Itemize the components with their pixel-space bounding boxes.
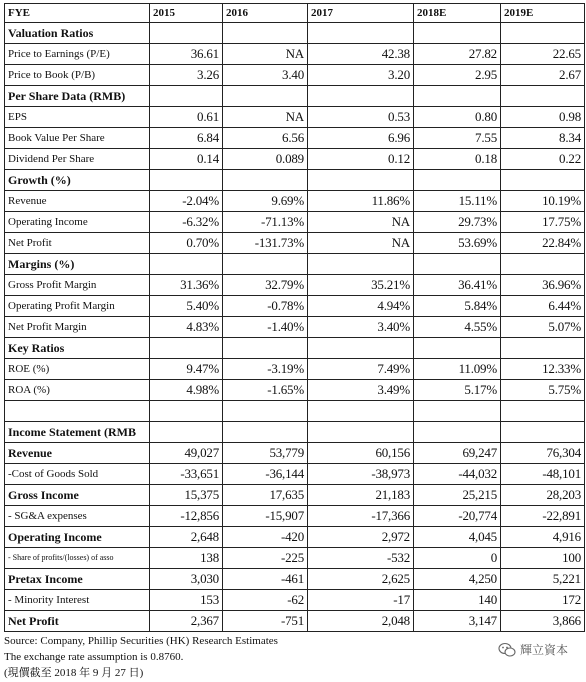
empty-cell bbox=[308, 338, 414, 359]
value-cell: 17,635 bbox=[223, 485, 308, 506]
value-cell: 6.84 bbox=[150, 128, 223, 149]
value-cell: 36.41% bbox=[414, 275, 501, 296]
table-row bbox=[5, 527, 585, 548]
value-cell: 172 bbox=[501, 590, 585, 611]
row-label: -Cost of Goods Sold bbox=[5, 464, 150, 485]
value-cell: 5.84% bbox=[414, 296, 501, 317]
table-row bbox=[5, 590, 585, 611]
value-cell: 22.65 bbox=[501, 44, 585, 65]
empty-cell bbox=[150, 254, 223, 275]
table-row bbox=[5, 296, 585, 317]
value-cell: 10.19% bbox=[501, 191, 585, 212]
empty-cell bbox=[308, 170, 414, 191]
value-cell: 2,625 bbox=[308, 569, 414, 590]
table-row bbox=[5, 44, 585, 65]
value-cell: 36.96% bbox=[501, 275, 585, 296]
value-cell: 3.20 bbox=[308, 65, 414, 86]
empty-cell bbox=[414, 422, 501, 443]
empty-cell bbox=[414, 254, 501, 275]
value-cell: 53,779 bbox=[223, 443, 308, 464]
value-cell: 138 bbox=[150, 548, 223, 569]
section-label: Income Statement (RMB bbox=[5, 422, 150, 443]
empty-cell bbox=[223, 422, 308, 443]
section-row bbox=[5, 23, 585, 44]
row-label: - Minority Interest bbox=[5, 590, 150, 611]
value-cell: 3,147 bbox=[414, 611, 501, 632]
exchange-rate-note: The exchange rate assumption is 0.8760. bbox=[4, 651, 184, 663]
table-row bbox=[5, 359, 585, 380]
row-label: ROA (%) bbox=[5, 380, 150, 401]
empty-cell bbox=[414, 23, 501, 44]
value-cell: -20,774 bbox=[414, 506, 501, 527]
value-cell: 0.53 bbox=[308, 107, 414, 128]
table-row bbox=[5, 107, 585, 128]
table-row bbox=[5, 443, 585, 464]
value-cell: 49,027 bbox=[150, 443, 223, 464]
value-cell: -71.13% bbox=[223, 212, 308, 233]
value-cell: -12,856 bbox=[150, 506, 223, 527]
empty-cell bbox=[414, 170, 501, 191]
value-cell: 3.26 bbox=[150, 65, 223, 86]
value-cell: -22,891 bbox=[501, 506, 585, 527]
table-row bbox=[5, 233, 585, 254]
table-row bbox=[5, 569, 585, 590]
value-cell: -420 bbox=[223, 527, 308, 548]
table-row bbox=[5, 548, 585, 569]
table-row bbox=[5, 464, 585, 485]
empty-cell bbox=[414, 86, 501, 107]
value-cell: 4,045 bbox=[414, 527, 501, 548]
section-label: Per Share Data (RMB) bbox=[5, 86, 150, 107]
value-cell: -2.04% bbox=[150, 191, 223, 212]
watermark bbox=[498, 641, 568, 658]
value-cell: 7.55 bbox=[414, 128, 501, 149]
section-row bbox=[5, 422, 585, 443]
value-cell: -225 bbox=[223, 548, 308, 569]
value-cell: 31.36% bbox=[150, 275, 223, 296]
value-cell: 22.84% bbox=[501, 233, 585, 254]
row-label: EPS bbox=[5, 107, 150, 128]
value-cell: 3,030 bbox=[150, 569, 223, 590]
value-cell: -532 bbox=[308, 548, 414, 569]
row-label: Revenue bbox=[5, 191, 150, 212]
watermark-text: 輝立資本 bbox=[519, 643, 568, 657]
empty-cell bbox=[414, 401, 501, 422]
value-cell: 0.089 bbox=[223, 149, 308, 170]
section-label: Margins (%) bbox=[5, 254, 150, 275]
value-cell: -3.19% bbox=[223, 359, 308, 380]
value-cell: 5,221 bbox=[501, 569, 585, 590]
value-cell: -15,907 bbox=[223, 506, 308, 527]
table-header-row bbox=[5, 4, 585, 23]
value-cell: 2.67 bbox=[501, 65, 585, 86]
value-cell: 4.98% bbox=[150, 380, 223, 401]
value-cell: NA bbox=[223, 44, 308, 65]
empty-cell bbox=[501, 422, 585, 443]
table-row bbox=[5, 65, 585, 86]
value-cell: 3.40% bbox=[308, 317, 414, 338]
value-cell: 3,866 bbox=[501, 611, 585, 632]
value-cell: 21,183 bbox=[308, 485, 414, 506]
row-label: - Share of profits/(losses) of asso bbox=[5, 548, 150, 569]
row-label: Operating Income bbox=[5, 212, 150, 233]
header-cell: FYE bbox=[5, 4, 150, 23]
section-row bbox=[5, 338, 585, 359]
row-label: Operating Income bbox=[5, 527, 150, 548]
value-cell: 35.21% bbox=[308, 275, 414, 296]
section-label: Valuation Ratios bbox=[5, 23, 150, 44]
value-cell: -131.73% bbox=[223, 233, 308, 254]
row-label: Price to Earnings (P/E) bbox=[5, 44, 150, 65]
empty-cell bbox=[223, 338, 308, 359]
table-row bbox=[5, 212, 585, 233]
value-cell: 4,916 bbox=[501, 527, 585, 548]
empty-cell bbox=[223, 86, 308, 107]
value-cell: NA bbox=[308, 233, 414, 254]
value-cell: -48,101 bbox=[501, 464, 585, 485]
empty-cell bbox=[150, 401, 223, 422]
section-label: Key Ratios bbox=[5, 338, 150, 359]
value-cell: -33,651 bbox=[150, 464, 223, 485]
empty-cell bbox=[308, 422, 414, 443]
empty-cell bbox=[150, 170, 223, 191]
row-label: - SG&A expenses bbox=[5, 506, 150, 527]
header-cell: 2018E bbox=[414, 4, 501, 23]
value-cell: 2.95 bbox=[414, 65, 501, 86]
table-row bbox=[5, 506, 585, 527]
value-cell: 28,203 bbox=[501, 485, 585, 506]
blank-row bbox=[5, 401, 585, 422]
value-cell: 5.75% bbox=[501, 380, 585, 401]
row-label: Gross Profit Margin bbox=[5, 275, 150, 296]
value-cell: -44,032 bbox=[414, 464, 501, 485]
section-row bbox=[5, 170, 585, 191]
row-label: Price to Book (P/B) bbox=[5, 65, 150, 86]
value-cell: 11.86% bbox=[308, 191, 414, 212]
empty-cell bbox=[501, 170, 585, 191]
value-cell: 0.70% bbox=[150, 233, 223, 254]
value-cell: 29.73% bbox=[414, 212, 501, 233]
section-row bbox=[5, 254, 585, 275]
value-cell: 36.61 bbox=[150, 44, 223, 65]
table-row bbox=[5, 380, 585, 401]
row-label: Operating Profit Margin bbox=[5, 296, 150, 317]
value-cell: 60,156 bbox=[308, 443, 414, 464]
value-cell: 0.14 bbox=[150, 149, 223, 170]
table-row bbox=[5, 611, 585, 632]
value-cell: -62 bbox=[223, 590, 308, 611]
value-cell: -1.40% bbox=[223, 317, 308, 338]
value-cell: 2,048 bbox=[308, 611, 414, 632]
header-cell: 2016 bbox=[223, 4, 308, 23]
section-label: Growth (%) bbox=[5, 170, 150, 191]
value-cell: 2,367 bbox=[150, 611, 223, 632]
notes bbox=[4, 633, 278, 681]
value-cell: 0.80 bbox=[414, 107, 501, 128]
wechat-icon bbox=[498, 642, 516, 658]
value-cell: 42.38 bbox=[308, 44, 414, 65]
value-cell: 32.79% bbox=[223, 275, 308, 296]
value-cell: -17 bbox=[308, 590, 414, 611]
value-cell: 153 bbox=[150, 590, 223, 611]
table-row bbox=[5, 149, 585, 170]
empty-cell bbox=[501, 338, 585, 359]
value-cell: 8.34 bbox=[501, 128, 585, 149]
row-label: Net Profit bbox=[5, 611, 150, 632]
row-label: Net Profit bbox=[5, 233, 150, 254]
empty-cell bbox=[223, 170, 308, 191]
value-cell: NA bbox=[223, 107, 308, 128]
value-cell: 6.44% bbox=[501, 296, 585, 317]
value-cell: 12.33% bbox=[501, 359, 585, 380]
empty-cell bbox=[308, 23, 414, 44]
empty-cell bbox=[223, 254, 308, 275]
row-label: Gross Income bbox=[5, 485, 150, 506]
value-cell: 9.69% bbox=[223, 191, 308, 212]
table-row bbox=[5, 275, 585, 296]
value-cell: -751 bbox=[223, 611, 308, 632]
value-cell: 15,375 bbox=[150, 485, 223, 506]
header-cell: 2015 bbox=[150, 4, 223, 23]
table-body bbox=[5, 4, 585, 632]
empty-cell bbox=[501, 401, 585, 422]
value-cell: -461 bbox=[223, 569, 308, 590]
row-label: Dividend Per Share bbox=[5, 149, 150, 170]
value-cell: 15.11% bbox=[414, 191, 501, 212]
value-cell: 11.09% bbox=[414, 359, 501, 380]
empty-cell bbox=[501, 86, 585, 107]
value-cell: -0.78% bbox=[223, 296, 308, 317]
empty-cell bbox=[414, 338, 501, 359]
value-cell: 0.18 bbox=[414, 149, 501, 170]
value-cell: 3.49% bbox=[308, 380, 414, 401]
value-cell: 76,304 bbox=[501, 443, 585, 464]
value-cell: 4,250 bbox=[414, 569, 501, 590]
value-cell: 140 bbox=[414, 590, 501, 611]
value-cell: 4.55% bbox=[414, 317, 501, 338]
table-row bbox=[5, 128, 585, 149]
value-cell: -6.32% bbox=[150, 212, 223, 233]
value-cell: -38,973 bbox=[308, 464, 414, 485]
financial-table bbox=[4, 3, 585, 632]
header-cell: 2019E bbox=[501, 4, 585, 23]
value-cell: 0.22 bbox=[501, 149, 585, 170]
value-cell: 6.56 bbox=[223, 128, 308, 149]
table-row bbox=[5, 317, 585, 338]
value-cell: 4.83% bbox=[150, 317, 223, 338]
value-cell: 25,215 bbox=[414, 485, 501, 506]
table-row bbox=[5, 485, 585, 506]
row-label: Book Value Per Share bbox=[5, 128, 150, 149]
empty-cell bbox=[150, 86, 223, 107]
value-cell: 53.69% bbox=[414, 233, 501, 254]
row-label: ROE (%) bbox=[5, 359, 150, 380]
value-cell: 2,648 bbox=[150, 527, 223, 548]
empty-cell bbox=[501, 254, 585, 275]
value-cell: 9.47% bbox=[150, 359, 223, 380]
source-note: Source: Company, Phillip Securities (HK) Research Estimates bbox=[4, 635, 278, 647]
value-cell: -17,366 bbox=[308, 506, 414, 527]
empty-cell bbox=[223, 401, 308, 422]
value-cell: 6.96 bbox=[308, 128, 414, 149]
empty-cell bbox=[150, 422, 223, 443]
value-cell: -36,144 bbox=[223, 464, 308, 485]
row-label: Revenue bbox=[5, 443, 150, 464]
table-row bbox=[5, 191, 585, 212]
value-cell: NA bbox=[308, 212, 414, 233]
row-label: Pretax Income bbox=[5, 569, 150, 590]
value-cell: 2,972 bbox=[308, 527, 414, 548]
empty-cell bbox=[223, 23, 308, 44]
value-cell: 17.75% bbox=[501, 212, 585, 233]
empty-cell bbox=[308, 86, 414, 107]
header-cell: 2017 bbox=[308, 4, 414, 23]
value-cell: 0.98 bbox=[501, 107, 585, 128]
empty-cell bbox=[308, 254, 414, 275]
value-cell: 5.07% bbox=[501, 317, 585, 338]
value-cell: 5.40% bbox=[150, 296, 223, 317]
value-cell: 27.82 bbox=[414, 44, 501, 65]
value-cell: 5.17% bbox=[414, 380, 501, 401]
value-cell: 0.12 bbox=[308, 149, 414, 170]
value-cell: 100 bbox=[501, 548, 585, 569]
value-cell: 3.40 bbox=[223, 65, 308, 86]
value-cell: 4.94% bbox=[308, 296, 414, 317]
value-cell: 69,247 bbox=[414, 443, 501, 464]
empty-cell bbox=[150, 338, 223, 359]
row-label: Net Profit Margin bbox=[5, 317, 150, 338]
value-cell: 0 bbox=[414, 548, 501, 569]
value-cell: 0.61 bbox=[150, 107, 223, 128]
empty-cell bbox=[150, 23, 223, 44]
price-date-note: (現價截至 2018 年 9 月 27 日) bbox=[4, 667, 144, 679]
section-row bbox=[5, 86, 585, 107]
value-cell: 7.49% bbox=[308, 359, 414, 380]
empty-cell bbox=[308, 401, 414, 422]
empty-cell bbox=[501, 23, 585, 44]
value-cell: -1.65% bbox=[223, 380, 308, 401]
empty-cell bbox=[5, 401, 150, 422]
